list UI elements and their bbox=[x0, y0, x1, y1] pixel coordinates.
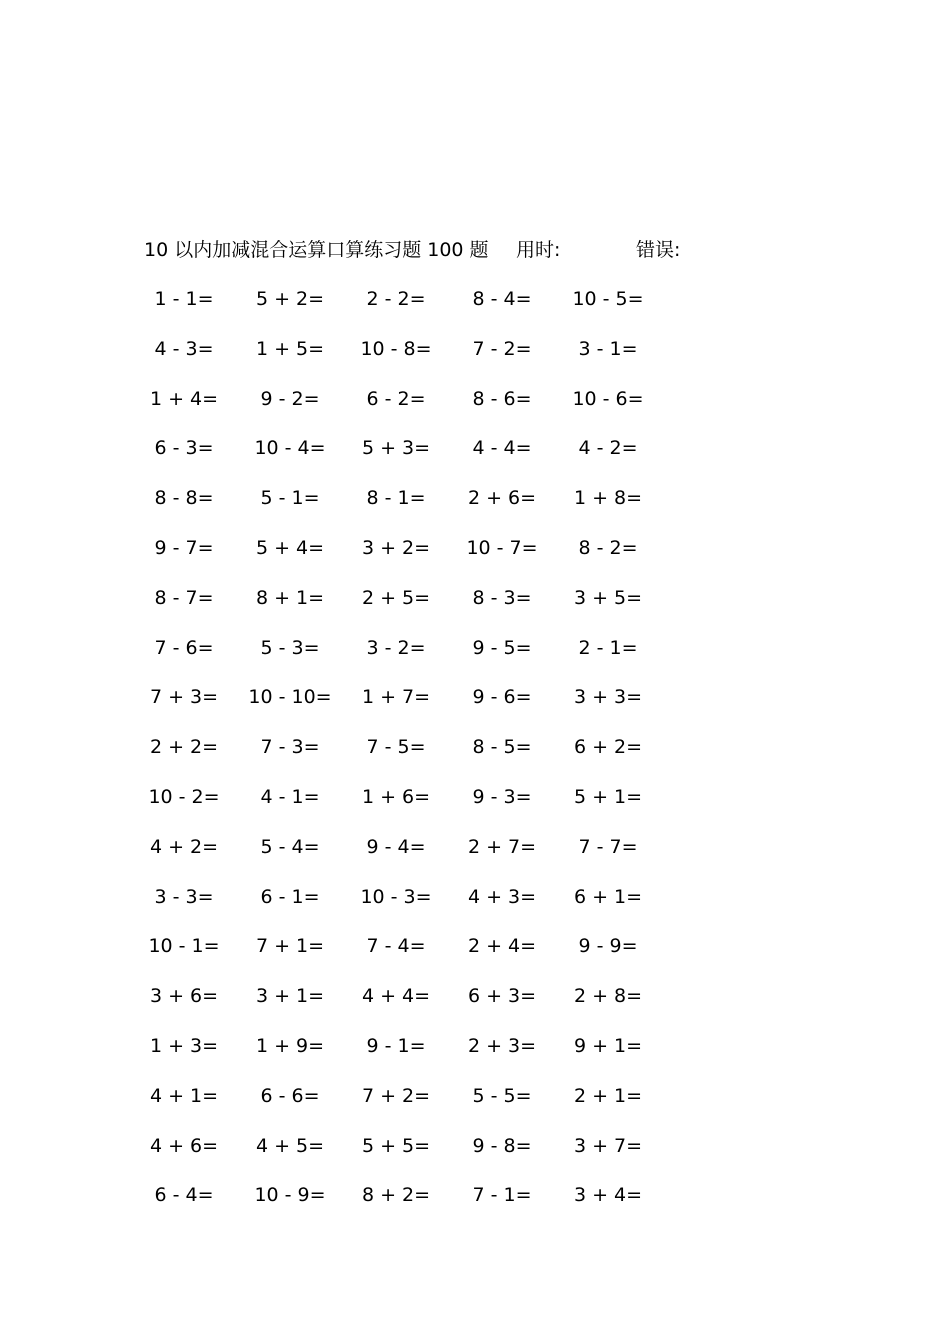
problem-cell: 6 + 2= bbox=[573, 736, 643, 759]
problem-cell: 8 - 8= bbox=[154, 487, 214, 510]
problem-cell: 2 - 1= bbox=[578, 636, 638, 659]
problem-cell: 2 + 7= bbox=[467, 835, 537, 858]
problem-row bbox=[0, 533, 950, 583]
problem-cell: 8 + 2= bbox=[361, 1184, 431, 1207]
problem-row bbox=[0, 832, 950, 882]
problem-cell: 5 + 5= bbox=[361, 1134, 431, 1157]
problem-cell: 9 - 3= bbox=[472, 785, 532, 808]
problem-cell: 2 + 1= bbox=[573, 1084, 643, 1107]
problem-cell: 6 - 6= bbox=[260, 1084, 320, 1107]
problem-cell: 9 - 6= bbox=[472, 686, 532, 709]
problem-cell: 7 - 6= bbox=[154, 636, 214, 659]
problem-cell: 8 - 3= bbox=[472, 586, 532, 609]
problem-cell: 7 - 1= bbox=[472, 1184, 532, 1207]
problem-row bbox=[0, 1031, 950, 1081]
problem-cell: 7 - 5= bbox=[366, 736, 426, 759]
problem-cell: 1 + 9= bbox=[255, 1034, 325, 1057]
problem-cell: 9 - 5= bbox=[472, 636, 532, 659]
problem-cell: 8 - 2= bbox=[578, 536, 638, 559]
problem-cell: 1 + 7= bbox=[361, 686, 431, 709]
problem-cell: 3 - 1= bbox=[578, 337, 638, 360]
problem-cell: 5 - 4= bbox=[260, 835, 320, 858]
problem-row bbox=[0, 1180, 950, 1230]
problem-row bbox=[0, 1131, 950, 1181]
problem-cell: 7 + 3= bbox=[149, 686, 219, 709]
problem-cell: 5 + 4= bbox=[255, 536, 325, 559]
problem-cell: 3 + 3= bbox=[573, 686, 643, 709]
problem-cell: 6 - 1= bbox=[260, 885, 320, 908]
problem-cell: 9 - 4= bbox=[366, 835, 426, 858]
problem-cell: 1 - 1= bbox=[154, 288, 214, 310]
problem-cell: 9 - 2= bbox=[260, 387, 320, 410]
problem-row bbox=[0, 334, 950, 384]
problem-cell: 10 - 5= bbox=[572, 288, 644, 310]
problem-cell: 7 + 2= bbox=[361, 1084, 431, 1107]
problem-cell: 6 + 1= bbox=[573, 885, 643, 908]
problem-cell: 1 + 5= bbox=[255, 337, 325, 360]
problem-cell: 4 + 3= bbox=[467, 885, 537, 908]
problem-cell: 10 - 8= bbox=[360, 337, 432, 360]
problem-cell: 6 - 2= bbox=[366, 387, 426, 410]
problem-cell: 4 - 3= bbox=[154, 337, 214, 360]
problem-row bbox=[0, 633, 950, 683]
problem-row bbox=[0, 981, 950, 1031]
problem-row bbox=[0, 384, 950, 434]
problem-cell: 10 - 6= bbox=[572, 387, 644, 410]
problem-row bbox=[0, 483, 950, 533]
problem-cell: 2 + 5= bbox=[361, 586, 431, 609]
problem-cell: 2 + 2= bbox=[149, 736, 219, 759]
problem-cell: 5 + 2= bbox=[255, 288, 325, 310]
problem-cell: 5 + 1= bbox=[573, 785, 643, 808]
problem-cell: 3 - 3= bbox=[154, 885, 214, 908]
problem-cell: 6 - 3= bbox=[154, 437, 214, 460]
problem-cell: 1 + 4= bbox=[149, 387, 219, 410]
problem-cell: 3 + 2= bbox=[361, 536, 431, 559]
problem-cell: 1 + 3= bbox=[149, 1034, 219, 1057]
problem-cell: 2 + 4= bbox=[467, 935, 537, 958]
problem-row bbox=[0, 583, 950, 633]
problem-cell: 4 + 1= bbox=[149, 1084, 219, 1107]
problem-cell: 9 - 7= bbox=[154, 536, 214, 559]
problem-cell: 10 - 7= bbox=[466, 536, 538, 559]
problem-cell: 4 - 4= bbox=[472, 437, 532, 460]
problem-cell: 8 - 4= bbox=[472, 288, 532, 310]
problem-row bbox=[0, 284, 950, 334]
problem-cell: 2 + 6= bbox=[467, 487, 537, 510]
time-taken-label: 用时: bbox=[516, 239, 561, 261]
problem-cell: 3 - 2= bbox=[366, 636, 426, 659]
problem-cell: 4 + 6= bbox=[149, 1134, 219, 1157]
problem-cell: 8 - 6= bbox=[472, 387, 532, 410]
problem-cell: 7 - 4= bbox=[366, 935, 426, 958]
problem-cell: 9 + 1= bbox=[573, 1034, 643, 1057]
problem-grid bbox=[0, 284, 950, 1230]
problem-cell: 3 + 4= bbox=[573, 1184, 643, 1207]
problem-cell: 4 + 5= bbox=[255, 1134, 325, 1157]
problem-cell: 4 - 1= bbox=[260, 785, 320, 808]
problem-cell: 7 - 7= bbox=[578, 835, 638, 858]
worksheet-title: 10 以内加减混合运算口算练习题 100 题 bbox=[144, 239, 489, 261]
problem-row bbox=[0, 732, 950, 782]
problem-row bbox=[0, 433, 950, 483]
problem-cell: 8 - 5= bbox=[472, 736, 532, 759]
problem-cell: 9 - 1= bbox=[366, 1034, 426, 1057]
problem-cell: 7 - 2= bbox=[472, 337, 532, 360]
problem-cell: 6 - 4= bbox=[154, 1184, 214, 1207]
problem-cell: 4 - 2= bbox=[578, 437, 638, 460]
worksheet-header bbox=[144, 236, 764, 264]
problem-cell: 3 + 6= bbox=[149, 985, 219, 1008]
problem-cell: 10 - 1= bbox=[148, 935, 220, 958]
problem-cell: 8 - 7= bbox=[154, 586, 214, 609]
problem-cell: 3 + 5= bbox=[573, 586, 643, 609]
problem-cell: 7 - 3= bbox=[260, 736, 320, 759]
problem-cell: 4 + 4= bbox=[361, 985, 431, 1008]
problem-row bbox=[0, 1081, 950, 1131]
problem-cell: 6 + 3= bbox=[467, 985, 537, 1008]
problem-cell: 2 + 8= bbox=[573, 985, 643, 1008]
problem-cell: 2 - 2= bbox=[366, 288, 426, 310]
problem-cell: 5 - 1= bbox=[260, 487, 320, 510]
problem-cell: 10 - 2= bbox=[148, 785, 220, 808]
problem-row bbox=[0, 882, 950, 932]
problem-cell: 8 - 1= bbox=[366, 487, 426, 510]
problem-cell: 7 + 1= bbox=[255, 935, 325, 958]
problem-cell: 5 - 3= bbox=[260, 636, 320, 659]
problem-cell: 10 - 9= bbox=[254, 1184, 326, 1207]
problem-row bbox=[0, 682, 950, 732]
problem-row bbox=[0, 931, 950, 981]
problem-row bbox=[0, 782, 950, 832]
errors-label: 错误: bbox=[636, 239, 681, 261]
problem-cell: 10 - 10= bbox=[248, 686, 332, 709]
problem-cell: 8 + 1= bbox=[255, 586, 325, 609]
problem-cell: 4 + 2= bbox=[149, 835, 219, 858]
problem-cell: 10 - 4= bbox=[254, 437, 326, 460]
problem-cell: 3 + 1= bbox=[255, 985, 325, 1008]
problem-cell: 1 + 8= bbox=[573, 487, 643, 510]
problem-cell: 9 - 8= bbox=[472, 1134, 532, 1157]
problem-cell: 3 + 7= bbox=[573, 1134, 643, 1157]
problem-cell: 9 - 9= bbox=[578, 935, 638, 958]
problem-cell: 10 - 3= bbox=[360, 885, 432, 908]
problem-cell: 5 - 5= bbox=[472, 1084, 532, 1107]
problem-cell: 5 + 3= bbox=[361, 437, 431, 460]
problem-cell: 1 + 6= bbox=[361, 785, 431, 808]
problem-cell: 2 + 3= bbox=[467, 1034, 537, 1057]
